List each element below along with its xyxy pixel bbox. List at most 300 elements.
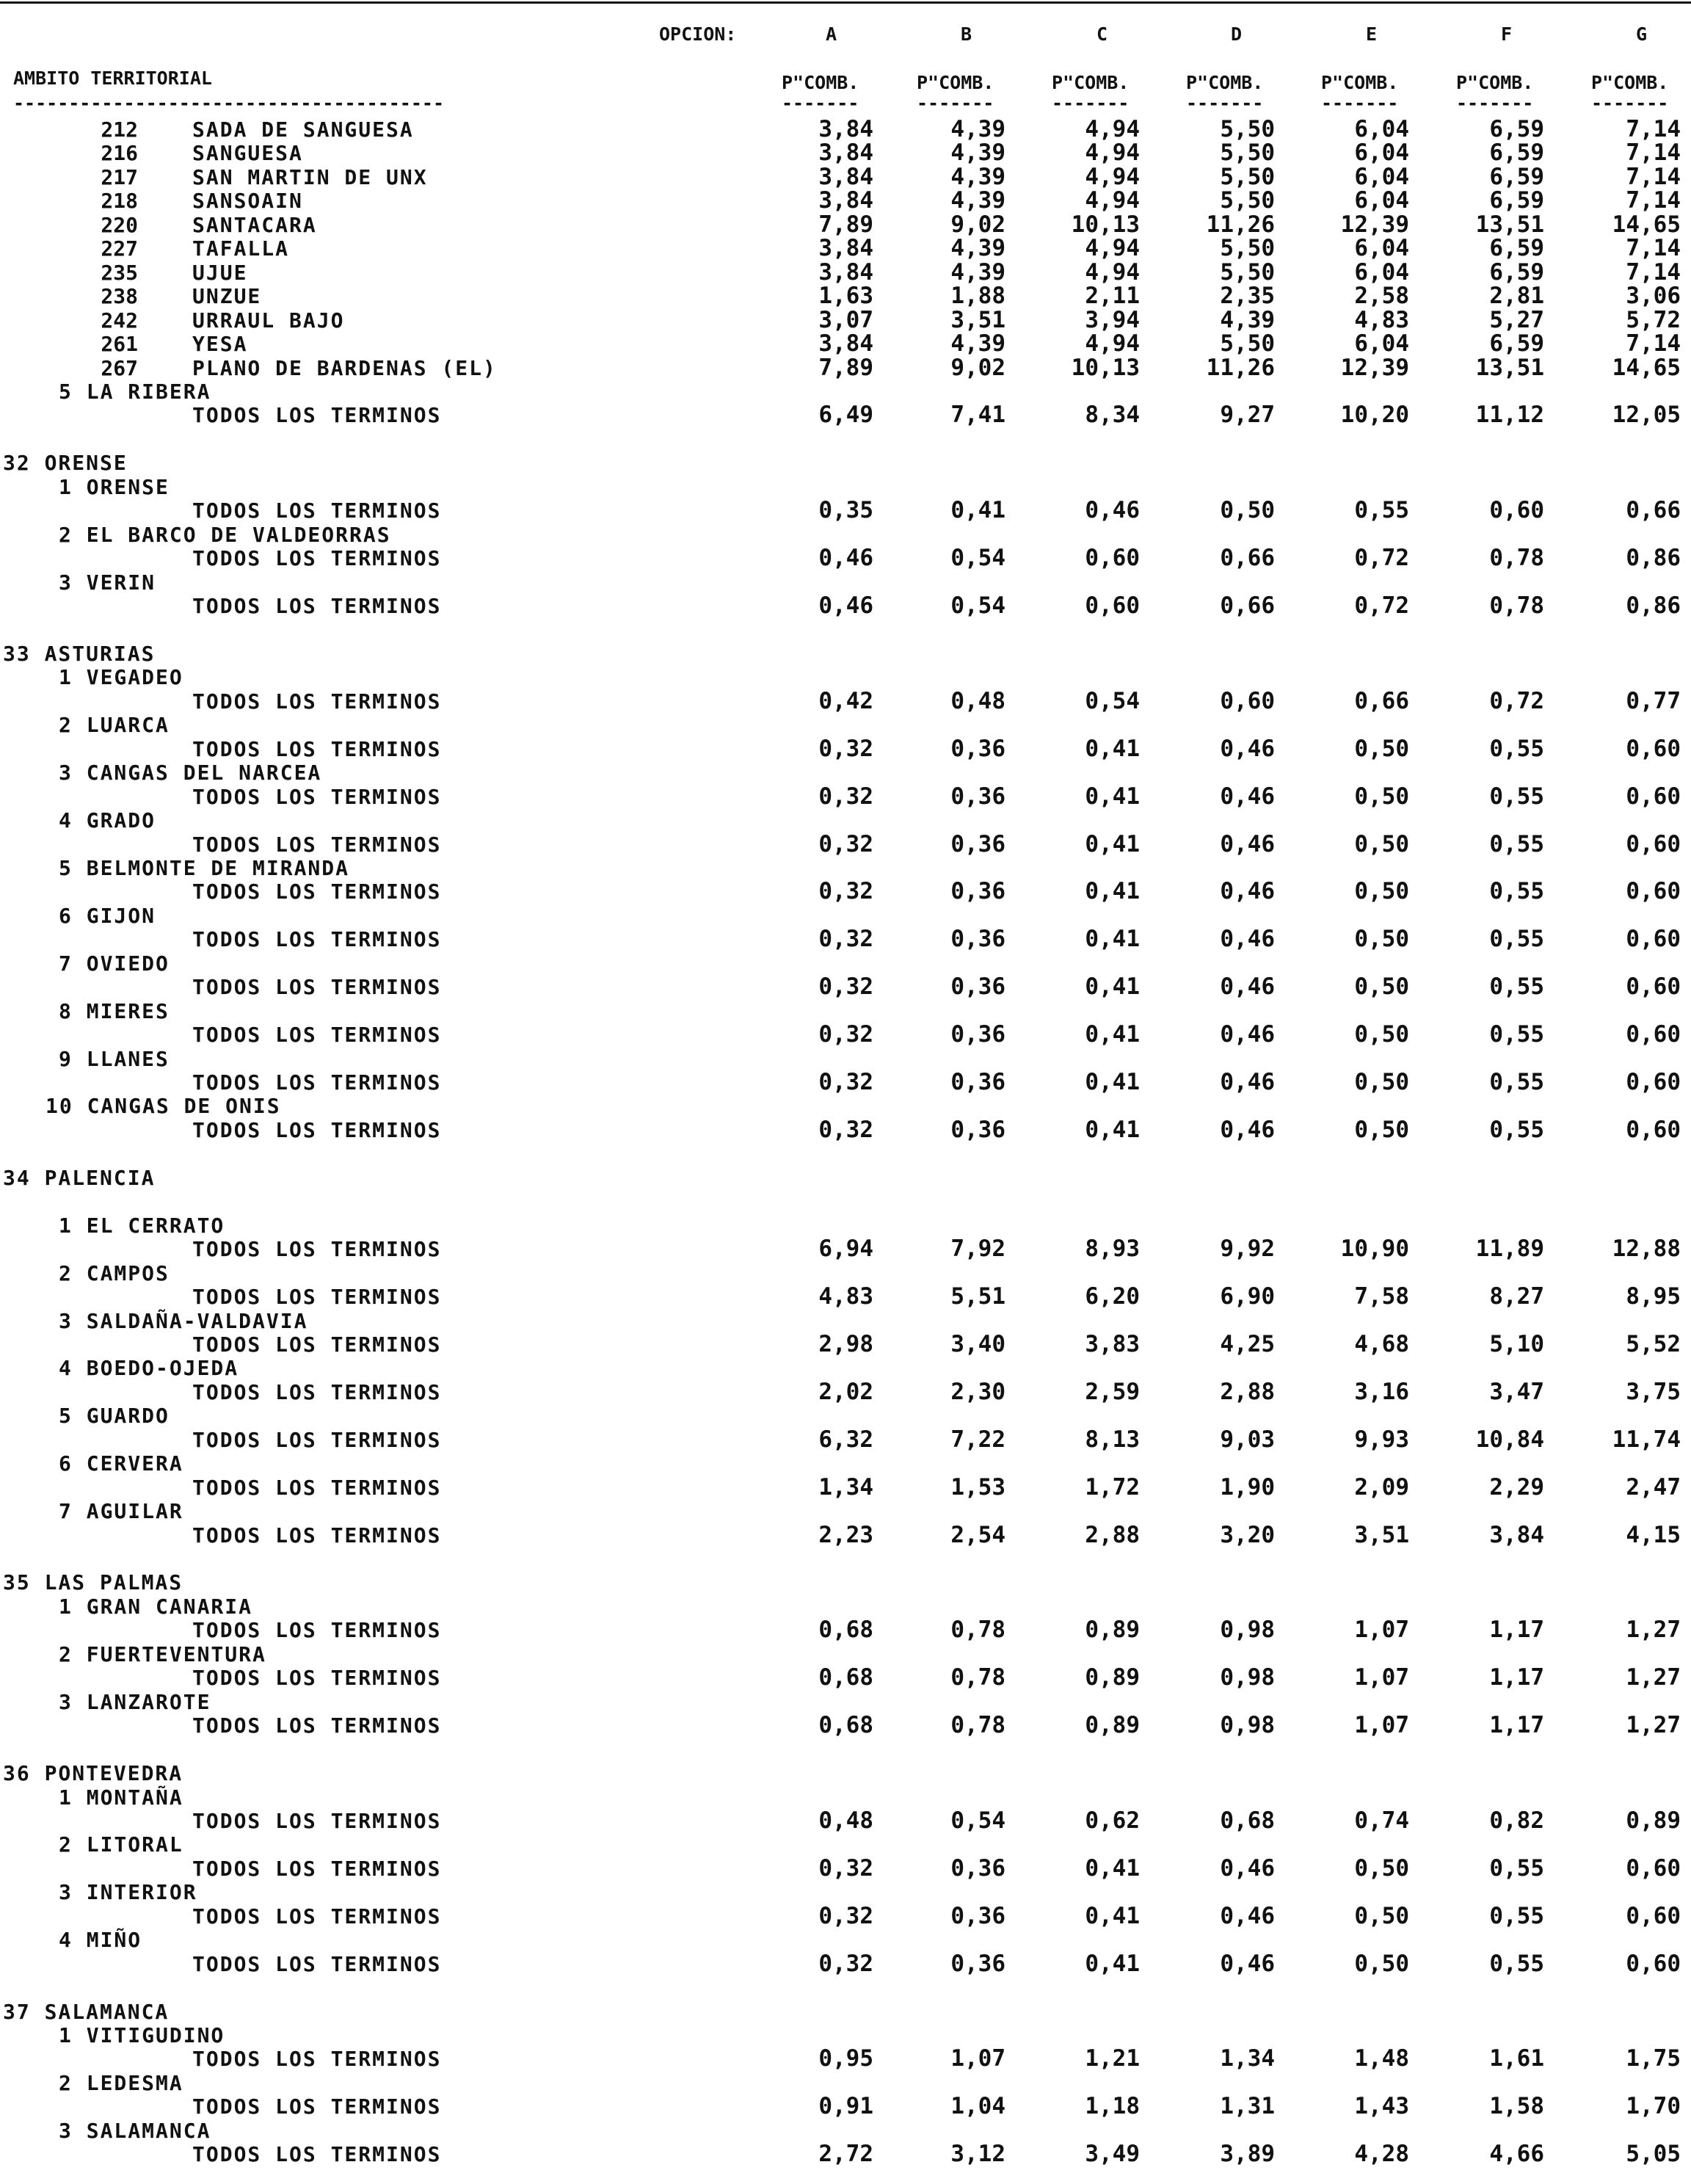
value-cell-f: 4,66 — [1489, 2141, 1544, 2168]
value-cell-b: 0,54 — [950, 592, 1005, 619]
value-cell-g: 11,74 — [1612, 1426, 1681, 1453]
value-cell-f: 3,47 — [1489, 1378, 1544, 1405]
comarca-label: 6 GIJON — [59, 903, 156, 928]
province-heading — [0, 453, 1691, 476]
todos-label: TODOS LOS TERMINOS — [192, 1666, 442, 1691]
todos-los-terminos-row — [0, 2093, 1691, 2120]
column-letter-d: D — [1231, 23, 1243, 45]
value-cell-g: 0,86 — [1626, 592, 1681, 619]
value-cell-b: 7,22 — [950, 1426, 1005, 1453]
value-cell-e: 0,74 — [1354, 1807, 1409, 1834]
todos-los-terminos-row — [0, 497, 1691, 524]
value-cell-c: 4,94 — [1085, 235, 1140, 262]
value-cell-c: 0,60 — [1085, 545, 1140, 572]
value-cell-d: 9,92 — [1220, 1236, 1275, 1263]
value-cell-g: 7,14 — [1626, 116, 1681, 142]
todos-label: TODOS LOS TERMINOS — [192, 1285, 442, 1310]
todos-label: TODOS LOS TERMINOS — [192, 1427, 442, 1452]
spacer-row — [0, 1549, 1691, 1572]
todos-los-terminos-row — [0, 1521, 1691, 1549]
value-cell-c: 10,13 — [1071, 354, 1140, 381]
column-letter-f: F — [1501, 23, 1513, 45]
value-cell-e: 0,50 — [1354, 1950, 1409, 1977]
value-cell-g: 0,60 — [1626, 1950, 1681, 1977]
comarca-label: 2 LUARCA — [59, 713, 170, 738]
value-cell-d: 1,90 — [1220, 1473, 1275, 1501]
value-cell-g: 0,60 — [1626, 1069, 1681, 1095]
comarca-label: 1 VEGADEO — [59, 665, 183, 690]
value-cell-f: 6,59 — [1489, 235, 1544, 262]
value-cell-e: 0,50 — [1354, 973, 1409, 1001]
value-cell-f: 0,55 — [1489, 1902, 1544, 1929]
municipality-code: 220 — [101, 212, 138, 237]
value-cell-g: 3,75 — [1626, 1378, 1681, 1405]
value-cell-c: 4,94 — [1085, 187, 1140, 214]
todos-los-terminos-row — [0, 1283, 1691, 1310]
municipality-code: 227 — [101, 236, 138, 261]
sub-header-c: P"COMB. — [1052, 72, 1130, 93]
value-cell-c: 3,94 — [1085, 306, 1140, 333]
value-cell-f: 1,58 — [1489, 2093, 1544, 2120]
comarca-label: 3 INTERIOR — [59, 1880, 197, 1905]
todos-label: TODOS LOS TERMINOS — [192, 927, 442, 952]
value-cell-c: 4,94 — [1085, 258, 1140, 286]
municipality-name: UNZUE — [192, 284, 262, 309]
municipality-code: 238 — [101, 284, 138, 309]
value-cell-f: 0,55 — [1489, 1950, 1544, 1977]
value-cell-g: 7,14 — [1626, 330, 1681, 358]
value-cell-g: 5,72 — [1626, 306, 1681, 333]
value-cell-c: 4,94 — [1085, 139, 1140, 167]
municipality-name: TAFALLA — [192, 236, 290, 261]
value-cell-c: 0,62 — [1085, 1807, 1140, 1834]
value-cell-c: 3,49 — [1085, 2141, 1140, 2168]
value-cell-e: 3,51 — [1354, 1521, 1409, 1548]
value-cell-b: 0,36 — [950, 1069, 1005, 1095]
sub-underline-d: ------- — [1186, 94, 1264, 112]
value-cell-e: 0,66 — [1354, 687, 1409, 714]
todos-label: TODOS LOS TERMINOS — [192, 2094, 442, 2119]
sub-underline-b: ------- — [917, 94, 994, 112]
todos-los-terminos-row — [0, 592, 1691, 620]
todos-label: TODOS LOS TERMINOS — [192, 689, 442, 714]
value-cell-d: 0,68 — [1220, 1807, 1275, 1834]
value-cell-f: 0,55 — [1489, 1116, 1544, 1143]
comarca-label: 8 MIERES — [59, 998, 170, 1023]
value-cell-g: 12,88 — [1612, 1236, 1681, 1263]
value-cell-c: 2,11 — [1085, 283, 1140, 310]
value-cell-a: 6,49 — [818, 402, 873, 429]
column-letter-e: E — [1366, 23, 1378, 45]
value-cell-b: 2,30 — [950, 1378, 1005, 1405]
value-cell-e: 6,04 — [1354, 187, 1409, 214]
todos-label: TODOS LOS TERMINOS — [192, 403, 442, 428]
value-cell-g: 0,60 — [1626, 1116, 1681, 1143]
value-cell-a: 2,98 — [818, 1330, 873, 1357]
value-cell-e: 0,72 — [1354, 545, 1409, 572]
todos-los-terminos-row — [0, 783, 1691, 810]
value-cell-g: 7,14 — [1626, 163, 1681, 190]
value-cell-d: 6,90 — [1220, 1283, 1275, 1310]
value-cell-d: 5,50 — [1220, 258, 1275, 286]
value-cell-d: 0,50 — [1220, 497, 1275, 524]
value-cell-f: 5,27 — [1489, 306, 1544, 333]
todos-los-terminos-row — [0, 735, 1691, 763]
value-cell-a: 0,32 — [818, 1116, 873, 1143]
value-cell-a: 2,02 — [818, 1378, 873, 1405]
spacer-row — [0, 1978, 1691, 2001]
value-cell-g: 14,65 — [1612, 211, 1681, 238]
municipality-name: SANSOAIN — [192, 189, 303, 214]
value-cell-c: 0,41 — [1085, 1902, 1140, 1929]
value-cell-d: 2,88 — [1220, 1378, 1275, 1405]
value-cell-g: 0,60 — [1626, 926, 1681, 953]
column-letter-a: A — [826, 23, 837, 45]
value-cell-d: 0,46 — [1220, 1950, 1275, 1977]
comarca-label: 3 LANZAROTE — [59, 1689, 211, 1714]
value-cell-b: 0,36 — [950, 1116, 1005, 1143]
value-cell-a: 0,32 — [818, 1021, 873, 1048]
todos-label: TODOS LOS TERMINOS — [192, 1023, 442, 1048]
spacer-row — [0, 429, 1691, 453]
value-cell-e: 1,48 — [1354, 2045, 1409, 2072]
sub-header-g: P"COMB. — [1591, 72, 1669, 93]
todos-label: TODOS LOS TERMINOS — [192, 784, 442, 809]
value-cell-d: 5,50 — [1220, 330, 1275, 358]
todos-label: TODOS LOS TERMINOS — [192, 975, 442, 1000]
comarca-label: 5 LA RIBERA — [59, 379, 211, 404]
province-label: 36 PONTEVEDRA — [3, 1761, 183, 1786]
comarca-label: 4 MIÑO — [59, 1928, 142, 1953]
value-cell-e: 9,93 — [1354, 1426, 1409, 1453]
value-cell-c: 8,34 — [1085, 402, 1140, 429]
value-cell-f: 6,59 — [1489, 330, 1544, 358]
value-cell-e: 4,28 — [1354, 2141, 1409, 2168]
value-cell-f: 1,17 — [1489, 1664, 1544, 1691]
value-cell-g: 0,60 — [1626, 783, 1681, 810]
todos-label: TODOS LOS TERMINOS — [192, 498, 442, 523]
value-cell-c: 0,41 — [1085, 1950, 1140, 1977]
spacer-row — [0, 1144, 1691, 1167]
value-cell-c: 1,21 — [1085, 2045, 1140, 2072]
value-cell-f: 1,17 — [1489, 1617, 1544, 1644]
comarca-label: 2 EL BARCO DE VALDEORRAS — [59, 522, 391, 547]
value-cell-f: 0,82 — [1489, 1807, 1544, 1834]
value-cell-d: 0,66 — [1220, 592, 1275, 619]
value-cell-e: 2,58 — [1354, 283, 1409, 310]
todos-los-terminos-row — [0, 1950, 1691, 1978]
value-cell-e: 2,09 — [1354, 1473, 1409, 1501]
todos-label: TODOS LOS TERMINOS — [192, 1618, 442, 1643]
value-cell-d: 5,50 — [1220, 235, 1275, 262]
todos-los-terminos-row — [0, 973, 1691, 1001]
municipality-name: SANGUESA — [192, 141, 303, 166]
value-cell-b: 0,78 — [950, 1664, 1005, 1691]
value-cell-g: 1,70 — [1626, 2093, 1681, 2120]
value-cell-f: 6,59 — [1489, 139, 1544, 167]
value-cell-e: 1,07 — [1354, 1617, 1409, 1644]
value-cell-d: 0,66 — [1220, 545, 1275, 572]
value-cell-e: 0,50 — [1354, 1902, 1409, 1929]
value-cell-b: 9,02 — [950, 354, 1005, 381]
value-cell-g: 0,60 — [1626, 973, 1681, 1001]
value-cell-f: 2,81 — [1489, 283, 1544, 310]
value-cell-f: 0,55 — [1489, 1021, 1544, 1048]
todos-los-terminos-row — [0, 687, 1691, 715]
comarca-label: 2 FUERTEVENTURA — [59, 1641, 266, 1666]
municipality-code: 217 — [101, 164, 138, 189]
value-cell-a: 0,32 — [818, 830, 873, 857]
value-cell-g: 7,14 — [1626, 258, 1681, 286]
sub-underline-c: ------- — [1052, 94, 1130, 112]
value-cell-a: 0,95 — [818, 2045, 873, 2072]
value-cell-a: 1,63 — [818, 283, 873, 310]
value-cell-c: 0,41 — [1085, 878, 1140, 905]
value-cell-c: 10,13 — [1071, 211, 1140, 238]
municipality-code: 235 — [101, 260, 138, 285]
value-cell-b: 0,78 — [950, 1617, 1005, 1644]
value-cell-d: 3,89 — [1220, 2141, 1275, 2168]
value-cell-e: 0,55 — [1354, 497, 1409, 524]
municipality-name: URRAUL BAJO — [192, 308, 345, 333]
value-cell-e: 3,16 — [1354, 1378, 1409, 1405]
value-cell-a: 0,42 — [818, 687, 873, 714]
todos-label: TODOS LOS TERMINOS — [192, 1070, 442, 1095]
province-label: 37 SALAMANCA — [3, 1999, 170, 2024]
value-cell-a: 0,32 — [818, 878, 873, 905]
value-cell-e: 10,20 — [1340, 402, 1409, 429]
value-cell-c: 0,89 — [1085, 1617, 1140, 1644]
value-cell-d: 0,46 — [1220, 973, 1275, 1001]
todos-los-terminos-row — [0, 1116, 1691, 1144]
value-cell-a: 3,84 — [818, 139, 873, 167]
todos-los-terminos-row — [0, 1664, 1691, 1691]
value-cell-g: 0,60 — [1626, 735, 1681, 762]
value-cell-a: 3,07 — [818, 306, 873, 333]
municipality-name: SADA DE SANGUESA — [192, 117, 414, 142]
value-cell-a: 3,84 — [818, 330, 873, 358]
value-cell-c: 6,20 — [1085, 1283, 1140, 1310]
value-cell-b: 0,36 — [950, 783, 1005, 810]
value-cell-g: 0,77 — [1626, 687, 1681, 714]
value-cell-d: 0,46 — [1220, 830, 1275, 857]
value-cell-f: 1,61 — [1489, 2045, 1544, 2072]
value-cell-e: 12,39 — [1340, 211, 1409, 238]
todos-label: TODOS LOS TERMINOS — [192, 1379, 442, 1404]
value-cell-a: 3,84 — [818, 163, 873, 190]
value-cell-a: 0,68 — [818, 1664, 873, 1691]
value-cell-b: 3,12 — [950, 2141, 1005, 2168]
value-cell-b: 0,48 — [950, 687, 1005, 714]
todos-label: TODOS LOS TERMINOS — [192, 1475, 442, 1500]
value-cell-a: 0,32 — [818, 1854, 873, 1882]
todos-los-terminos-row — [0, 1854, 1691, 1882]
value-cell-b: 0,78 — [950, 1712, 1005, 1739]
sub-header-e: P"COMB. — [1321, 72, 1399, 93]
column-letter-c: C — [1097, 23, 1108, 45]
value-cell-d: 4,25 — [1220, 1330, 1275, 1357]
comarca-label: 9 LLANES — [59, 1046, 170, 1071]
todos-los-terminos-row — [0, 830, 1691, 858]
value-cell-f: 5,10 — [1489, 1330, 1544, 1357]
value-cell-b: 0,54 — [950, 545, 1005, 572]
comarca-label: 10 CANGAS DE ONIS — [46, 1094, 281, 1119]
value-cell-e: 0,50 — [1354, 783, 1409, 810]
value-cell-f: 0,60 — [1489, 497, 1544, 524]
spacer-row — [0, 620, 1691, 643]
value-cell-d: 0,46 — [1220, 1854, 1275, 1882]
value-cell-f: 2,29 — [1489, 1473, 1544, 1501]
value-cell-a: 3,84 — [818, 258, 873, 286]
comarca-label: 3 SALAMANCA — [59, 2118, 211, 2143]
comarca-label: 1 EL CERRATO — [59, 1213, 225, 1238]
value-cell-a: 0,48 — [818, 1807, 873, 1834]
municipality-name: UJUE — [192, 260, 248, 285]
value-cell-e: 1,07 — [1354, 1712, 1409, 1739]
value-cell-e: 0,50 — [1354, 878, 1409, 905]
todos-label: TODOS LOS TERMINOS — [192, 1117, 442, 1142]
comarca-label: 1 ORENSE — [59, 474, 170, 499]
todos-label: TODOS LOS TERMINOS — [192, 1904, 442, 1929]
value-cell-f: 0,55 — [1489, 735, 1544, 762]
value-cell-c: 4,94 — [1085, 116, 1140, 142]
value-cell-d: 5,50 — [1220, 139, 1275, 167]
value-cell-a: 0,68 — [818, 1712, 873, 1739]
comarca-label: 2 CAMPOS — [59, 1260, 170, 1285]
value-cell-b: 1,88 — [950, 283, 1005, 310]
municipality-name: SANTACARA — [192, 212, 317, 237]
value-cell-g: 1,27 — [1626, 1712, 1681, 1739]
value-cell-g: 7,14 — [1626, 235, 1681, 262]
value-cell-a: 2,23 — [818, 1521, 873, 1548]
value-cell-f: 8,27 — [1489, 1283, 1544, 1310]
value-cell-g: 0,89 — [1626, 1807, 1681, 1834]
value-cell-b: 7,92 — [950, 1236, 1005, 1263]
value-cell-a: 4,83 — [818, 1283, 873, 1310]
todos-los-terminos-row — [0, 1378, 1691, 1406]
value-cell-b: 4,39 — [950, 330, 1005, 358]
municipality-code: 218 — [101, 189, 138, 214]
value-cell-d: 0,46 — [1220, 783, 1275, 810]
value-cell-f: 0,55 — [1489, 830, 1544, 857]
ambito-underline: --------------------------------------- — [13, 94, 444, 112]
value-cell-c: 0,41 — [1085, 783, 1140, 810]
todos-label: TODOS LOS TERMINOS — [192, 736, 442, 761]
value-cell-c: 0,60 — [1085, 592, 1140, 619]
todos-label: TODOS LOS TERMINOS — [192, 1332, 442, 1357]
value-cell-g: 1,27 — [1626, 1664, 1681, 1691]
value-cell-g: 4,15 — [1626, 1521, 1681, 1548]
todos-los-terminos-row — [0, 1069, 1691, 1096]
comarca-label: 3 VERIN — [59, 570, 156, 595]
value-cell-a: 7,89 — [818, 211, 873, 238]
comarca-label: 5 BELMONTE DE MIRANDA — [59, 855, 350, 880]
value-cell-b: 9,02 — [950, 211, 1005, 238]
todos-los-terminos-row — [0, 1712, 1691, 1739]
sub-header-f: P"COMB. — [1456, 72, 1534, 93]
value-cell-d: 0,46 — [1220, 878, 1275, 905]
value-cell-b: 1,04 — [950, 2093, 1005, 2120]
value-cell-b: 4,39 — [950, 187, 1005, 214]
value-cell-b: 4,39 — [950, 235, 1005, 262]
value-cell-d: 0,46 — [1220, 1021, 1275, 1048]
value-cell-c: 8,93 — [1085, 1236, 1140, 1263]
province-heading — [0, 1165, 1691, 1191]
column-letter-g: G — [1636, 23, 1648, 45]
value-cell-f: 11,12 — [1475, 402, 1544, 429]
value-cell-f: 11,89 — [1475, 1236, 1544, 1263]
value-cell-c: 0,41 — [1085, 830, 1140, 857]
comarca-label: 3 SALDAÑA-VALDAVIA — [59, 1308, 308, 1333]
value-cell-g: 1,75 — [1626, 2045, 1681, 2072]
municipality-row — [0, 354, 1691, 382]
value-cell-g: 5,52 — [1626, 1330, 1681, 1357]
todos-los-terminos-row — [0, 1236, 1691, 1263]
value-cell-b: 0,36 — [950, 1021, 1005, 1048]
value-cell-a: 3,84 — [818, 187, 873, 214]
sub-header-b: P"COMB. — [917, 72, 994, 93]
value-cell-c: 0,41 — [1085, 1069, 1140, 1095]
value-cell-f: 13,51 — [1475, 354, 1544, 381]
value-cell-g: 0,60 — [1626, 1854, 1681, 1882]
todos-label: TODOS LOS TERMINOS — [192, 2047, 442, 2072]
province-label: 34 PALENCIA — [3, 1165, 156, 1190]
value-cell-e: 0,50 — [1354, 1116, 1409, 1143]
value-cell-b: 4,39 — [950, 258, 1005, 286]
todos-los-terminos-row — [0, 1807, 1691, 1835]
value-cell-b: 0,36 — [950, 973, 1005, 1001]
value-cell-e: 12,39 — [1340, 354, 1409, 381]
opcion-label: OPCION: — [659, 23, 737, 45]
value-cell-b: 0,36 — [950, 1950, 1005, 1977]
todos-los-terminos-row — [0, 1617, 1691, 1644]
value-cell-g: 1,27 — [1626, 1617, 1681, 1644]
sub-header-a: P"COMB. — [782, 72, 859, 93]
value-cell-a: 0,46 — [818, 592, 873, 619]
value-cell-b: 4,39 — [950, 139, 1005, 167]
comarca-label: 2 LEDESMA — [59, 2070, 183, 2095]
todos-los-terminos-row — [0, 1426, 1691, 1454]
value-cell-b: 3,40 — [950, 1330, 1005, 1357]
value-cell-g: 14,65 — [1612, 354, 1681, 381]
value-cell-g: 0,60 — [1626, 830, 1681, 857]
value-cell-a: 0,68 — [818, 1617, 873, 1644]
value-cell-a: 0,91 — [818, 2093, 873, 2120]
sub-underline-g: ------- — [1591, 94, 1669, 112]
value-cell-b: 0,36 — [950, 830, 1005, 857]
municipality-code: 242 — [101, 308, 138, 333]
todos-los-terminos-row — [0, 1021, 1691, 1048]
value-cell-b: 0,36 — [950, 735, 1005, 762]
todos-label: TODOS LOS TERMINOS — [192, 1808, 442, 1833]
value-cell-f: 6,59 — [1489, 163, 1544, 190]
comarca-label: 1 VITIGUDINO — [59, 2023, 225, 2047]
comarca-label: 3 CANGAS DEL NARCEA — [59, 761, 322, 786]
province-heading — [0, 641, 1691, 667]
value-cell-d: 0,46 — [1220, 1902, 1275, 1929]
value-cell-a: 1,34 — [818, 1473, 873, 1501]
todos-los-terminos-row — [0, 545, 1691, 572]
value-cell-a: 7,89 — [818, 354, 873, 381]
value-cell-g: 0,60 — [1626, 878, 1681, 905]
value-cell-e: 10,90 — [1340, 1236, 1409, 1263]
value-cell-d: 0,46 — [1220, 1069, 1275, 1095]
value-cell-g: 7,14 — [1626, 139, 1681, 167]
municipality-code: 216 — [101, 141, 138, 166]
value-cell-g: 0,86 — [1626, 545, 1681, 572]
todos-los-terminos-row — [0, 878, 1691, 905]
value-cell-g: 8,95 — [1626, 1283, 1681, 1310]
